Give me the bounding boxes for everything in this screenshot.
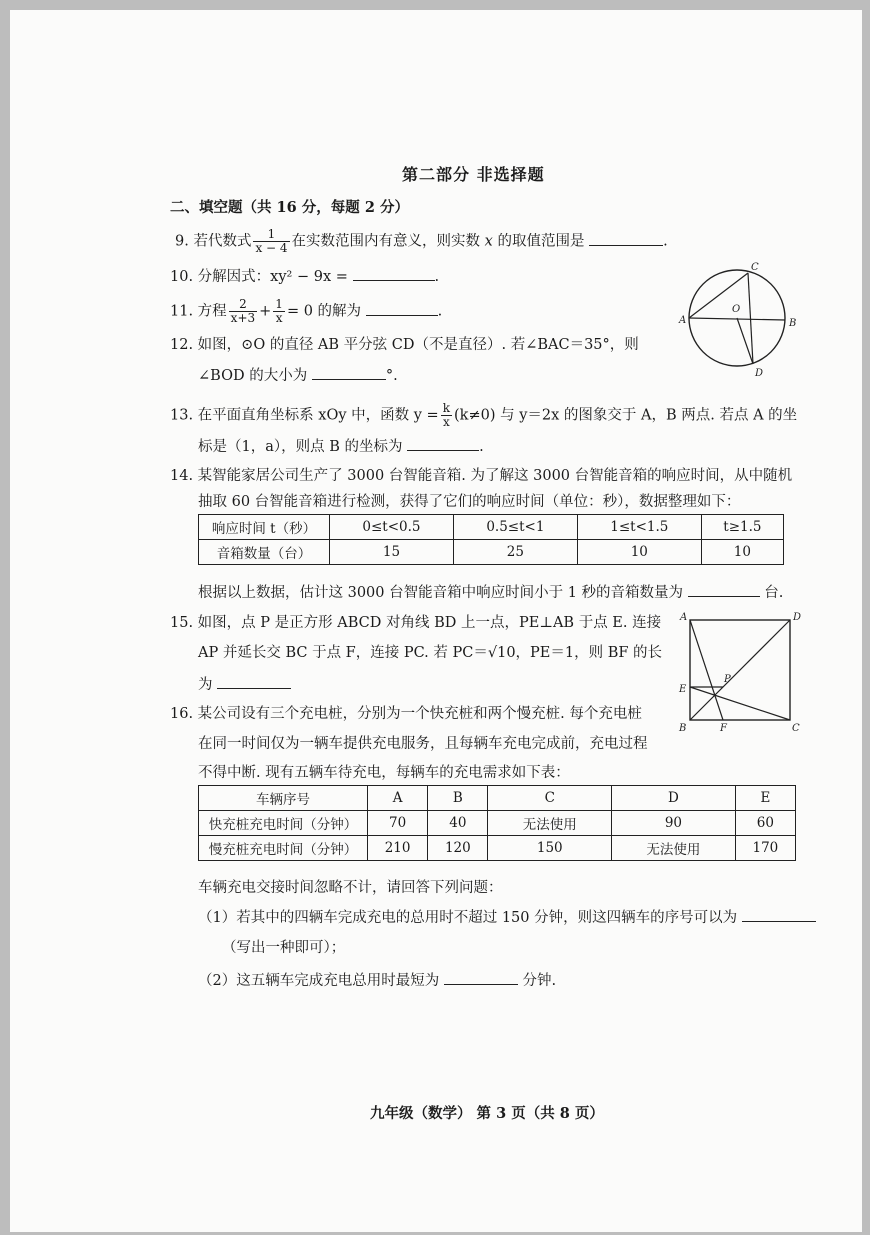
- svg-text:F: F: [720, 723, 727, 734]
- table-cell: 60: [735, 811, 795, 836]
- question-16-line1: 16. 某公司设有三个充电桩，分别为一个快充桩和两个慢充桩. 每个充电桩: [170, 706, 642, 722]
- svg-text:E: E: [679, 684, 687, 695]
- answer-blank-16-2[interactable]: [444, 970, 518, 985]
- svg-text:B: B: [789, 318, 797, 329]
- table-cell: 150: [488, 836, 612, 861]
- question-12-line2: ∠BOD 的大小为 °.: [198, 365, 398, 386]
- table-row: [199, 836, 796, 861]
- svg-text:C: C: [792, 723, 800, 734]
- svg-text:B: B: [679, 723, 687, 734]
- table-cell: 90: [612, 811, 736, 836]
- square-figure: [676, 608, 806, 734]
- question-16-note: 车辆充电交接时间忽略不计，请回答下列问题：: [198, 880, 503, 896]
- svg-text:O: O: [732, 304, 741, 315]
- question-14-line2: 抽取 60 台智能音箱进行检测，获得了它们的响应时间（单位：秒），数据整理如下：: [198, 494, 741, 510]
- answer-blank-11[interactable]: [366, 301, 438, 316]
- circle-figure: [672, 260, 802, 380]
- svg-text:C: C: [751, 262, 759, 273]
- question-15-line3: 为: [198, 674, 291, 695]
- svg-text:D: D: [755, 368, 764, 379]
- question-16-sub2: （2）这五辆车完成充电总用时最短为 分钟.: [198, 970, 556, 991]
- charging-table: [198, 785, 796, 861]
- table-row: [199, 786, 796, 811]
- table-cell: 10: [701, 540, 783, 565]
- table-cell: 40: [428, 811, 488, 836]
- table-row: [199, 811, 796, 836]
- answer-blank-10[interactable]: [353, 266, 435, 281]
- question-12-line1: 12. 如图，⊙O 的直径 AB 平分弦 CD（不是直径）. 若∠BAC＝35°，则: [170, 337, 639, 353]
- table-header-cell: 车辆序号: [199, 786, 368, 811]
- table-cell: 120: [428, 836, 488, 861]
- table-header-cell: 响应时间 t（秒）: [199, 515, 330, 540]
- table-header-cell: B: [428, 786, 488, 811]
- page-title: 第二部分 非选择题: [402, 165, 545, 184]
- svg-text:D: D: [793, 612, 802, 623]
- table-cell: 无法使用: [612, 836, 736, 861]
- question-13-line2: 标是（1，a），则点 B 的坐标为 .: [198, 436, 484, 457]
- table-cell: 170: [735, 836, 795, 861]
- table-header-cell: 1≤t<1.5: [577, 515, 701, 540]
- table-header-cell: E: [735, 786, 795, 811]
- table-header-cell: 0≤t<0.5: [330, 515, 454, 540]
- table-cell: 快充桩充电时间（分钟）: [199, 811, 368, 836]
- answer-blank-13[interactable]: [407, 436, 479, 451]
- svg-text:P: P: [724, 674, 731, 685]
- section-heading: 二、填空题（共 16 分，每题 2 分）: [170, 199, 409, 216]
- answer-blank-15[interactable]: [217, 674, 291, 689]
- answer-blank-9[interactable]: [589, 231, 663, 246]
- question-13-line1: 13. 在平面直角坐标系 xOy 中，函数 y = $\frac{k}{x}$ (k≠0) 与 y＝2x 的图象交于 A，B 两点. 若点 A 的坐: [170, 401, 798, 429]
- question-11: 11. 方程 $\frac{2}{x+3}$ + $\frac{1}{x}$ = 0 的解为 .: [170, 297, 443, 325]
- page-footer: 九年级（数学） 第 3 页（共 8 页）: [370, 1105, 604, 1122]
- question-10: 10. 分解因式：xy² − 9x = .: [170, 266, 439, 287]
- answer-blank-16-1[interactable]: [742, 907, 816, 922]
- table-cell: 25: [453, 540, 577, 565]
- table-cell: 10: [577, 540, 701, 565]
- table-cell: 慢充桩充电时间（分钟）: [199, 836, 368, 861]
- table-header-cell: 0.5≤t<1: [453, 515, 577, 540]
- table-row: [199, 515, 784, 540]
- table-cell: 15: [330, 540, 454, 565]
- question-15-line1: 15. 如图，点 P 是正方形 ABCD 对角线 BD 上一点，PE⊥AB 于点 E. 连接: [170, 615, 662, 631]
- table-header-cell: t≥1.5: [701, 515, 783, 540]
- question-14-after: 根据以上数据，估计这 3000 台智能音箱中响应时间小于 1 秒的音箱数量为 台.: [198, 582, 783, 603]
- table-header-cell: D: [612, 786, 736, 811]
- table-cell: 音箱数量（台）: [199, 540, 330, 565]
- question-16-sub1: （1）若其中的四辆车完成充电的总用时不超过 150 分钟，则这四辆车的序号可以为: [198, 907, 816, 928]
- answer-blank-14[interactable]: [688, 582, 760, 597]
- question-14-line1: 14. 某智能家居公司生产了 3000 台智能音箱. 为了解这 3000 台智能音箱的响应时间，从中随机: [170, 468, 793, 484]
- table-header-cell: A: [368, 786, 428, 811]
- response-time-table: [198, 514, 784, 565]
- table-cell: 210: [368, 836, 428, 861]
- svg-text:A: A: [679, 315, 687, 326]
- table-row: [199, 540, 784, 565]
- answer-blank-12[interactable]: [312, 365, 386, 380]
- question-9: 9. 若代数式 $\frac{1}{x - 4}$ 在实数范围内有意义，则实数 x 的取值范围是 .: [175, 227, 668, 255]
- question-16-line3: 不得中断. 现有五辆车待充电，每辆车的充电需求如下表：: [198, 765, 570, 781]
- question-16-line2: 在同一时间仅为一辆车提供充电服务，且每辆车充电完成前，充电过程: [198, 736, 648, 752]
- table-cell: 无法使用: [488, 811, 612, 836]
- exam-page: [10, 10, 862, 1232]
- svg-text:A: A: [680, 612, 688, 623]
- question-15-line2: AP 并延长交 BC 于点 F，连接 PC. 若 PC＝√10，PE＝1，则 BF 的长: [198, 645, 663, 661]
- question-16-sub1b: （写出一种即可）；: [222, 940, 346, 956]
- table-cell: 70: [368, 811, 428, 836]
- table-header-cell: C: [488, 786, 612, 811]
